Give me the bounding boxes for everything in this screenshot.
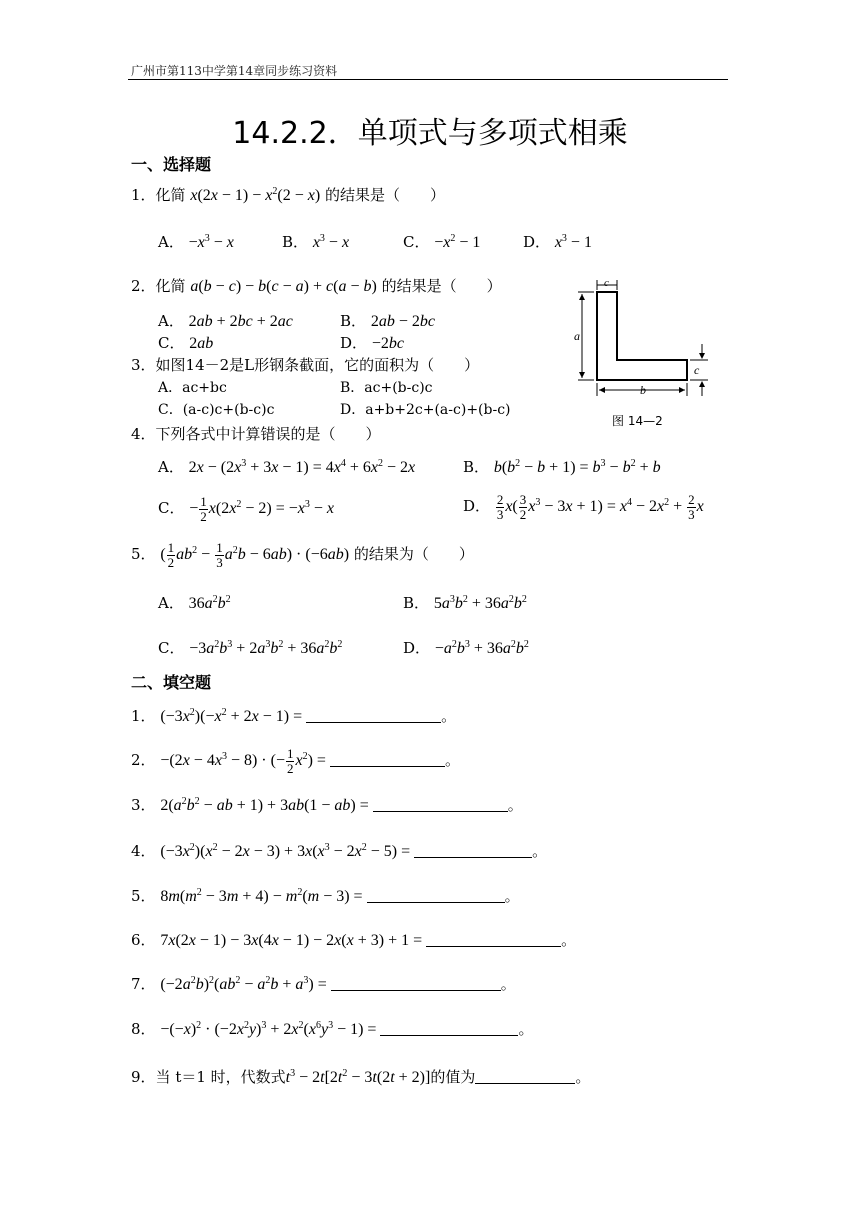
q1-expression: $x(2x - 1) - x^2(2 - x)$: [190, 186, 321, 204]
q2-expression: a(b − c) − b(c − a) + c(a − b): [190, 278, 377, 295]
q1-option-b: B． $x^3 - x$: [282, 233, 350, 251]
q2-option-a: A． 2ab + 2bc + 2ac: [158, 312, 293, 330]
fill-question-5: 5． $8m(m^2 - 3m + 4) - m^2(m - 3)$ = 。: [131, 887, 520, 905]
fill-question-7: 7． $(-2a^2b)^2(ab^2 - a^2b + a^3)$ = 。: [131, 975, 516, 993]
answer-blank-5: [367, 888, 505, 903]
q2-option-c: C． 2ab: [158, 334, 214, 352]
section-choice-title: 一、选择题: [131, 155, 212, 174]
fig-label-c-right: c: [694, 363, 700, 377]
q3-option-d: D．a+b+2c+(a-c)+(b-c): [340, 402, 511, 418]
question-5: 5． ( $\frac{1}{2}$ $ab^2$ − $\frac{1}{3}$ $a^2b - 6ab) \cdot (-6ab)$ 的结果为（ ）: [131, 540, 474, 570]
q4-option-b: B． $b(b^2 - b + 1) = b^3 - b^2 + b$: [463, 458, 661, 476]
section-fill-title: 二、填空题: [131, 673, 212, 692]
question-4: 4．下列各式中计算错误的是（ ）: [131, 425, 381, 443]
q4-option-d: D． $\frac{2}{3}$ x( $\frac{3}{2}$ $x^3 - 3x + 1) = x^4 - 2x^2$ + $\frac{2}{3}$ x: [463, 492, 704, 522]
q2-option-d: D． −2bc: [340, 334, 404, 352]
answer-blank-3: [373, 797, 508, 812]
q1-option-a: A． $-x^3 - x$: [158, 233, 234, 251]
q1-option-d: D． $x^3 - 1$: [523, 233, 592, 251]
q3-option-a: A．ac+bc: [158, 380, 227, 396]
answer-blank-1: [306, 708, 441, 723]
question-1: 1．化简 $x(2x - 1) - x^2(2 - x)$ 的结果是（ ）: [131, 186, 445, 204]
fig-label-a: a: [574, 329, 580, 343]
fill-question-2: 2． $-(2x - 4x^3 - 8)$ · (− $\frac{1}{2}$ $x^2$) = 。: [131, 746, 460, 776]
q5-option-c: C． $-3a^2b^3 + 2a^3b^2 + 36a^2b^2$: [158, 639, 343, 657]
fill-question-1: 1． $(-3x^2)(-x^2 + 2x - 1)$ = 。: [131, 707, 457, 725]
fig-label-b: b: [640, 383, 646, 397]
q2-option-b: B． 2ab − 2bc: [340, 312, 435, 330]
q5-option-a: A． $36a^2b^2$: [158, 594, 231, 612]
page-title: 14.2.2．单项式与多项式相乘: [232, 116, 628, 151]
l-shape-figure: [570, 272, 720, 432]
q3-option-b: B．ac+(b-c)c: [340, 380, 433, 396]
question-2: 2．化简 a(b − c) − b(c − a) + c(a − b) 的结果是（ ）: [131, 277, 502, 295]
fig-label-c-top: c: [604, 277, 609, 289]
q5-expression: ( $\frac{1}{2}$ $ab^2$ − $\frac{1}{3}$ $a^2b - 6ab) \cdot (-6ab)$: [160, 540, 350, 570]
fill-question-4: 4． $(-3x^2)(x^2 - 2x - 3) + 3x(x^3 - 2x^2 - 5)$ = 。: [131, 842, 548, 860]
fill-question-8: 8． $-(-x)^2 \cdot (-2x^2y)^3 + 2x^2(x^6y^3 - 1)$ = 。: [131, 1020, 534, 1038]
q1-option-c: C． $-x^2 - 1$: [403, 233, 481, 251]
q4-option-c: C． − $\frac{1}{2}$ $x(2x^2 - 2) = -x^3 - x$: [158, 494, 334, 524]
page-header: 广州市第113中学第14章同步练习资料: [131, 64, 338, 78]
fill-question-6: 6． 7x(2x − 1) − 3x(4x − 1) − 2x(x + 3) + 1 = 。: [131, 931, 577, 949]
fill-question-3: 3． $2(a^2b^2$ − ab + 1) + 3ab(1 − ab) = 。: [131, 796, 523, 814]
answer-blank-6: [426, 932, 561, 947]
figure-caption: 图 14—2: [612, 414, 663, 428]
q4-option-a: A． $2x - (2x^3 + 3x - 1) = 4x^4 + 6x^2 - 2x$: [158, 458, 416, 476]
header-rule: [128, 79, 728, 80]
fill-question-9: 9．当 t＝1 时，代数式$t^3 - 2t[2t^2 - 3t(2t + 2)]$的值为 。: [131, 1068, 591, 1086]
q5-option-b: B． $5a^3b^2 + 36a^2b^2$: [403, 594, 527, 612]
q3-option-c: C．(a-c)c+(b-c)c: [158, 402, 275, 418]
answer-blank-8: [380, 1021, 518, 1036]
answer-blank-9: [475, 1069, 575, 1084]
question-3: 3．如图14－2是L形钢条截面，它的面积为（ ）: [131, 356, 480, 374]
answer-blank-7: [331, 976, 501, 991]
q5-option-d: D． $-a^2b^3 + 36a^2b^2$: [403, 639, 529, 657]
answer-blank-2: [330, 752, 445, 767]
answer-blank-4: [414, 843, 532, 858]
